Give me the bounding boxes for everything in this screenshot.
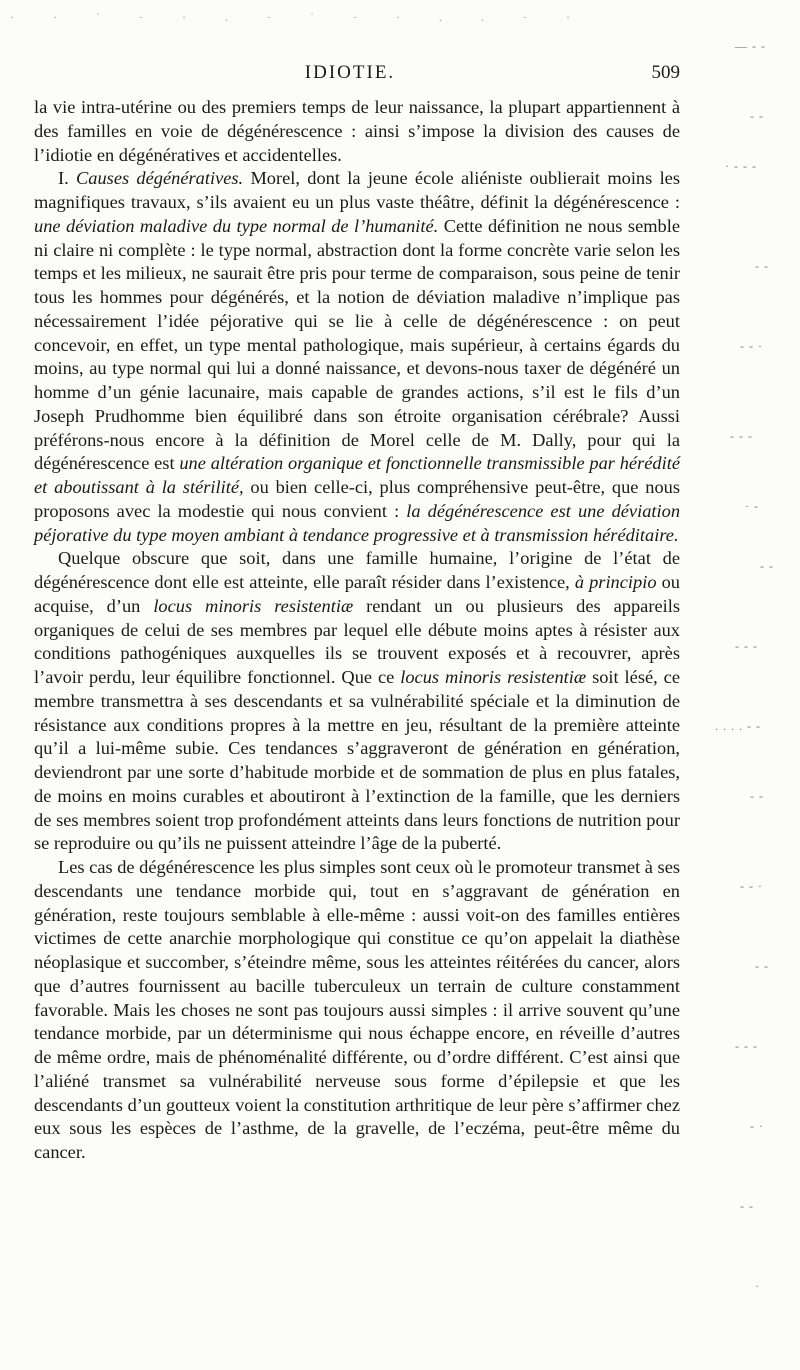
italic-text: à principio	[574, 572, 657, 592]
page-header	[0, 62, 800, 88]
italic-text: une déviation maladive du type normal de l’humanité.	[34, 215, 439, 236]
text-run: rendant un ou plusieurs des appareils organiques de celui de ses membres par lequel elle débute moins aptes à résister aux conditions pathogéniques auxquelles ils se trouvent exposés et à recouvrer, après l’avoir perdu, leur équilibre fonctionnel. Que ce	[34, 595, 681, 687]
scan-edge-noise: · · ˙ · · . · ˙ · · . . · ·	[10, 10, 588, 24]
italic-text: Causes dégénératives.	[76, 168, 244, 189]
margin-bleed-through: — ‐ ‐ ‐ ‐ · ‐ ‐ ‐ ‐ ‐ ‐ ‐ · ‐ ‐ ‐ · ‐ ‐ ‐ ‐ ‐ ‐ . . . . ‐ ‐ ‐ ‐ ‐ ‐ · ‐ ‐ ‐ ‐ ‐ ‐ · ‐ ‐ ·	[715, 39, 774, 1293]
paragraph	[34, 167, 680, 547]
running-title: IDIOTIE.	[304, 62, 396, 83]
page-number: 509	[651, 62, 680, 83]
text-run: I.	[58, 168, 77, 189]
italic-text: locus minoris resistentiæ	[153, 595, 354, 616]
body-text	[34, 96, 680, 1165]
paragraph	[34, 856, 680, 1165]
text-run: Quelque obscure que soit, dans une famille humaine, l’origine de l’état de dégénérescence dont elle est atteinte, elle paraît résider dans l’existence,	[34, 548, 680, 592]
italic-text: une altération organique et fonctionnelle transmissible par hérédité et aboutissant à la stérilité,	[34, 453, 680, 497]
italic-text: la dégénérescence est une déviation péjorative du type moyen ambiant à tendance progressive et à transmission héréditaire.	[34, 500, 681, 545]
paragraph	[34, 96, 680, 167]
text-run: Morel, dont la jeune école aliéniste oublierait moins les magnifiques travaux, s’ils avaient eu un plus vaste théâtre, définit la dégénérescence :	[34, 168, 680, 212]
text-run: Cette définition ne nous semble ni claire ni complète : le type normal, abstraction dont la forme concrète varie selon les temps et les milieux, ne saurait être pris pour terme de comparaison, sous peine de tenir tous les hommes pour dégénérés, et la notion de déviation maladive n’implique pas nécessairement l’idée péjorative qui se lie à celle de dégénérescence : on peut concevoir, en effet, un type mental pathologique, mais supérieur, à certains égards du moins, au type normal qui lui a donné naissance, et devons-nous taxer de dégénéré un homme d’un génie lacunaire, mais capable de grandes actions, s’il est le fils d’un Joseph Prudhomme bien équilibré dans son étroite organisation cérébrale? Aussi préférons-nous encore à la définition de Morel celle de M. Dally, pour qui la dégénérescence est	[34, 215, 680, 474]
italic-text: locus minoris resistentiæ	[400, 667, 587, 687]
text-run: la vie intra-utérine ou des premiers temps de leur naissance, la plupart appartiennent à des familles en voie de dégénérescence : ainsi s’impose la division des causes de l’idiotie en dégénératives et accidentelles.	[34, 97, 680, 165]
paragraph	[34, 547, 680, 856]
text-run: ou bien celle-ci, plus compréhensive peut-être, que nous proposons avec la modestie qui nous convient :	[34, 477, 680, 521]
text-run: Les cas de dégénérescence les plus simples sont ceux où le promoteur transmet à ses descendants une tendance morbide qui, tout en s’aggravant de génération en génération, reste toujours semblable à elle-même : aussi voit-on des familles entières victimes de cette anarchie morphologique qui constitue ce qu’on appelait la diathèse néoplasique et succomber, s’éteindre même, sous les atteintes réitérées du cancer, alors que d’autres fournissent au bacille tuberculeux un terrain de culture constamment favorable. Mais les choses ne sont pas toujours aussi simples : il arrive souvent qu’une tendance morbide, par un déterminisme qui nous échappe encore, en réveille d’autres de même ordre, mais de phénoménalité différente, ou d’ordre différent. C’est ainsi que l’aliéné transmet sa vulnérabilité nerveuse sous forme d’épilepsie et que les descendants d’un goutteux voient la constitution arthritique de leur père s’affirmer chez eux sous les espèces de l’asthme, de la gravelle, de l’eczéma, peut-être même du cancer.	[34, 857, 681, 1162]
text-run: soit lésé, ce membre transmettra à ses descendants et sa vulnérabilité spéciale et la diminution de résistance aux conditions propres à la mettre en jeu, résultant de la première atteinte qu’il a lui-même subie. Ces tendances s’aggraveront de génération en génération, deviendront par une sorte d’habitude morbide et de sommation de plus en plus fatales, de moins en moins curables et aboutiront à l’extinction de la famille, que les derniers de ses membres soient trop profondément atteints dans leurs fonctions de nutrition pour se reproduire ou qu’ils ne puissent atteindre l’âge de la puberté.	[34, 667, 681, 854]
text-run: ou acquise, d’un	[34, 572, 680, 616]
